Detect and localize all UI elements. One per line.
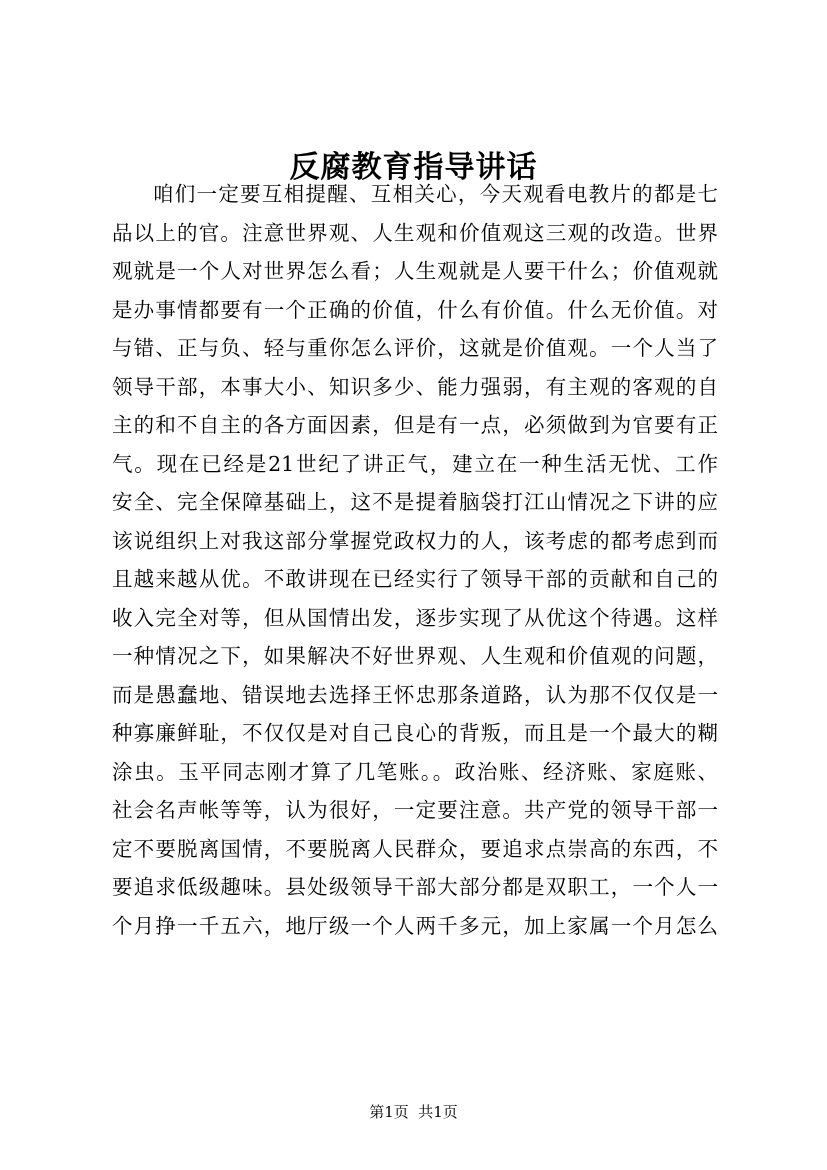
- text-line: 与错、正与负、轻与重你怎么评价，这就是价值观。一个人当了: [112, 336, 718, 360]
- text-line: 是办事情都要有一个正确的价值，什么有价值。什么无价值。对: [112, 297, 718, 322]
- text-line: 安全、完全保障基础上，这不是提着脑袋打江山情况之下讲的应: [112, 490, 718, 514]
- text-line: 个月挣一千五六，地厅级一个人两千多元，加上家属一个月怎么: [112, 913, 718, 938]
- text-line: 该说组织上对我这部分掌握党政权力的人，该考虑的都考虑到而: [112, 528, 718, 553]
- text-line: 涂虫。玉平同志刚才算了几笔账。。政治账、经济账、家庭账、: [112, 759, 718, 784]
- text-line: 而是愚蠢地、错误地去选择王怀忠那条道路，认为那不仅仅是一: [112, 682, 718, 707]
- text-line: 领导干部，本事大小、知识多少、能力强弱，有主观的客观的自: [112, 374, 718, 399]
- text-line: 要追求低级趣味。县处级领导干部大部分都是双职工，一个人一: [112, 875, 718, 899]
- document-body: [112, 175, 718, 945]
- text-line: 收入完全对等，但从国情出发，逐步实现了从优这个待遇。这样: [112, 605, 718, 630]
- text-line: 品以上的官。注意世界观、人生观和价值观这三观的改造。世界: [112, 220, 718, 245]
- page-number-footer: 第1页 共1页: [369, 1103, 458, 1121]
- text-line: 咱们一定要互相提醒、互相关心，今天观看电教片的都是七: [153, 182, 718, 206]
- text-line: 气。现在已经是21世纪了讲正气，建立在一种生活无忧、工作: [112, 451, 718, 476]
- text-line: 一种情况之下，如果解决不好世界观、人生观和价值观的问题，: [112, 644, 718, 668]
- text-line: 主的和不自主的各方面因素，但是有一点，必须做到为官要有正: [112, 413, 718, 437]
- text-line: 定不要脱离国情，不要脱离人民群众，要追求点崇高的东西，不: [112, 836, 718, 861]
- document-title: 反腐教育指导讲话: [289, 150, 538, 185]
- text-line: 社会名声帐等等，认为很好，一定要注意。共产党的领导干部一: [112, 798, 718, 822]
- text-line: 观就是一个人对世界怎么看；人生观就是人要干什么；价值观就: [112, 259, 718, 283]
- text-line: 且越来越从优。不敢讲现在已经实行了领导干部的贡献和自己的: [112, 567, 718, 591]
- text-line: 种寡廉鲜耻，不仅仅是对自己良心的背叛，而且是一个最大的糊: [112, 721, 718, 745]
